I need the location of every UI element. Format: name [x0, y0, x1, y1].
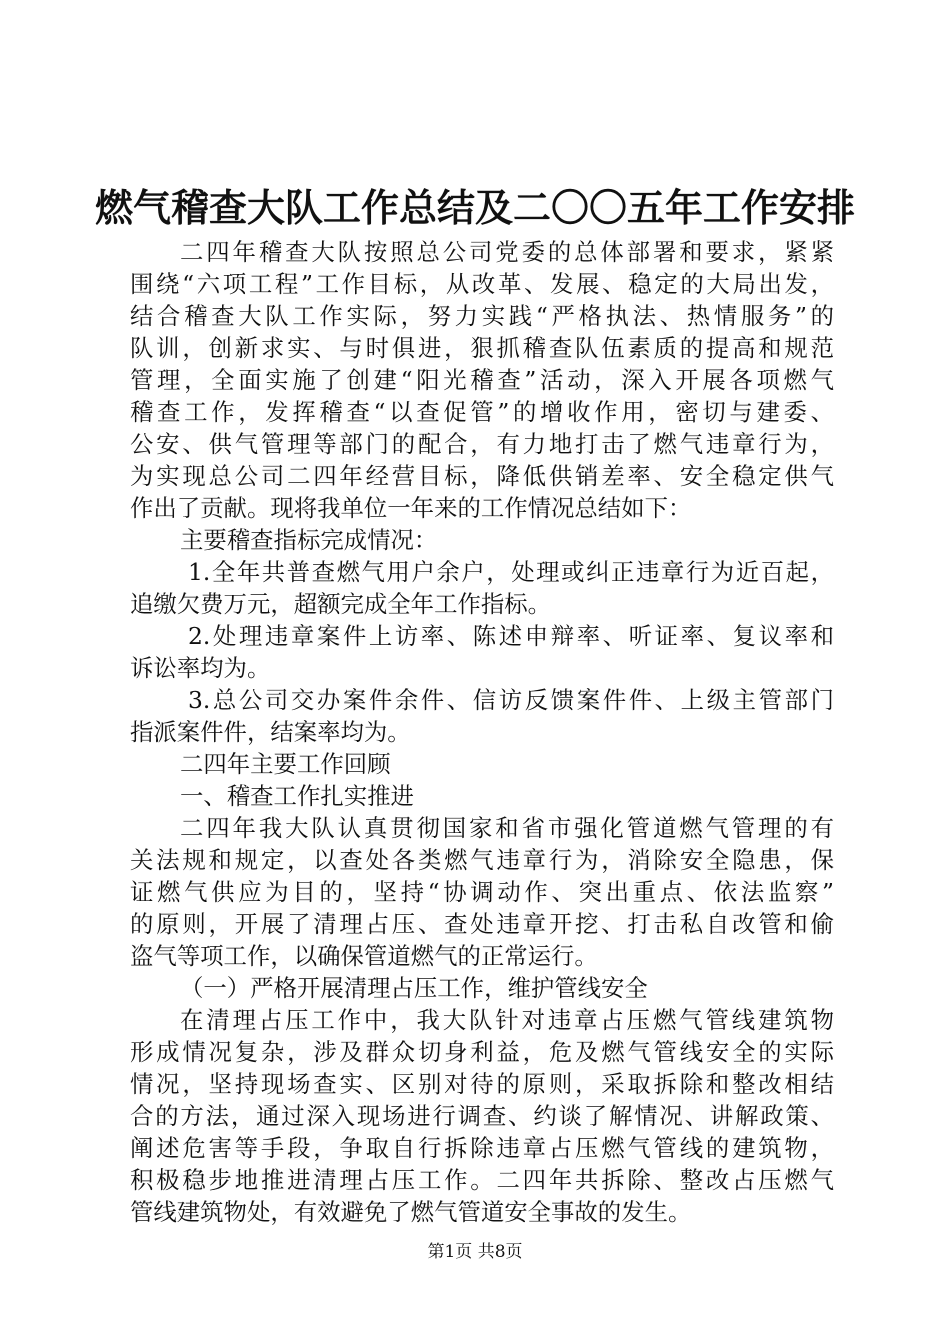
- paragraph-line: 围绕“六项工程”工作目标，从改革、发展、稳定的大局出发，: [130, 270, 834, 298]
- paragraph-line: 二四年我大队认真贯彻国家和省市强化管道燃气管理的有: [180, 814, 834, 842]
- paragraph-line: 管线建筑物处，有效避免了燃气管道安全事故的发生。: [130, 1198, 692, 1226]
- paragraph-line: 队训，创新求实、与时俱进，狠抓稽查队伍素质的提高和规范: [130, 334, 834, 362]
- paragraph-line: 的原则，开展了清理占压、查处违章开挖、打击私自改管和偷: [130, 910, 834, 938]
- paragraph-line: 管理，全面实施了创建“阳光稽查”活动，深入开展各项燃气: [130, 366, 834, 394]
- paragraph-line: 盗气等项工作，以确保管道燃气的正常运行。: [130, 942, 598, 970]
- list-item: 2.处理违章案件上访率、陈述申辩率、听证率、复议率和: [188, 622, 834, 650]
- section-heading: 一、稽查工作扎实推进: [180, 782, 414, 810]
- paragraph-line: 在清理占压工作中，我大队针对违章占压燃气管线建筑物: [180, 1006, 834, 1034]
- paragraph-line: 证燃气供应为目的，坚持“协调动作、突出重点、依法监察”: [130, 878, 834, 906]
- paragraph-line: 二四年稽查大队按照总公司党委的总体部署和要求，紧紧: [180, 238, 834, 266]
- paragraph-line: 为实现总公司二四年经营目标，降低供销差率、安全稳定供气: [130, 462, 834, 490]
- section-heading: （一）严格开展清理占压工作，维护管线安全: [180, 974, 648, 1002]
- paragraph-line: 形成情况复杂，涉及群众切身利益，危及燃气管线安全的实际: [130, 1038, 834, 1066]
- list-item: 1.全年共普查燃气用户余户，处理或纠正违章行为近百起，: [188, 558, 834, 586]
- paragraph-line: 稽查工作，发挥稽查“以查促管”的增收作用，密切与建委、: [130, 398, 834, 426]
- paragraph-line: 阐述危害等手段，争取自行拆除违章占压燃气管线的建筑物，: [130, 1134, 834, 1162]
- page-footer: 第1页 共8页: [427, 1242, 523, 1262]
- paragraph-line: 结合稽查大队工作实际，努力实践“严格执法、热情服务”的: [130, 302, 834, 330]
- paragraph-line: 积极稳步地推进清理占压工作。二四年共拆除、整改占压燃气: [130, 1166, 834, 1194]
- paragraph-line: 情况，坚持现场查实、区别对待的原则，采取拆除和整改相结: [130, 1070, 834, 1098]
- paragraph-line: 诉讼率均为。: [130, 654, 271, 682]
- paragraph-line: 关法规和规定，以查处各类燃气违章行为，消除安全隐患，保: [130, 846, 834, 874]
- document-body: [130, 236, 834, 1228]
- section-heading: 主要稽查指标完成情况：: [180, 526, 438, 554]
- paragraph-line: 合的方法，通过深入现场进行调查、约谈了解情况、讲解政策、: [130, 1102, 834, 1130]
- list-item: 3.总公司交办案件余件、信访反馈案件件、上级主管部门: [188, 686, 834, 714]
- document-title: 燃气稽查大队工作总结及二〇〇五年工作安排: [94, 185, 855, 230]
- paragraph-line: 追缴欠费万元，超额完成全年工作指标。: [130, 590, 552, 618]
- paragraph-line: 公安、供气管理等部门的配合，有力地打击了燃气违章行为，: [130, 430, 834, 458]
- paragraph-line: 作出了贡献。现将我单位一年来的工作情况总结如下：: [130, 494, 692, 522]
- section-heading: 二四年主要工作回顾: [180, 750, 391, 778]
- paragraph-line: 指派案件件，结案率均为。: [130, 718, 411, 746]
